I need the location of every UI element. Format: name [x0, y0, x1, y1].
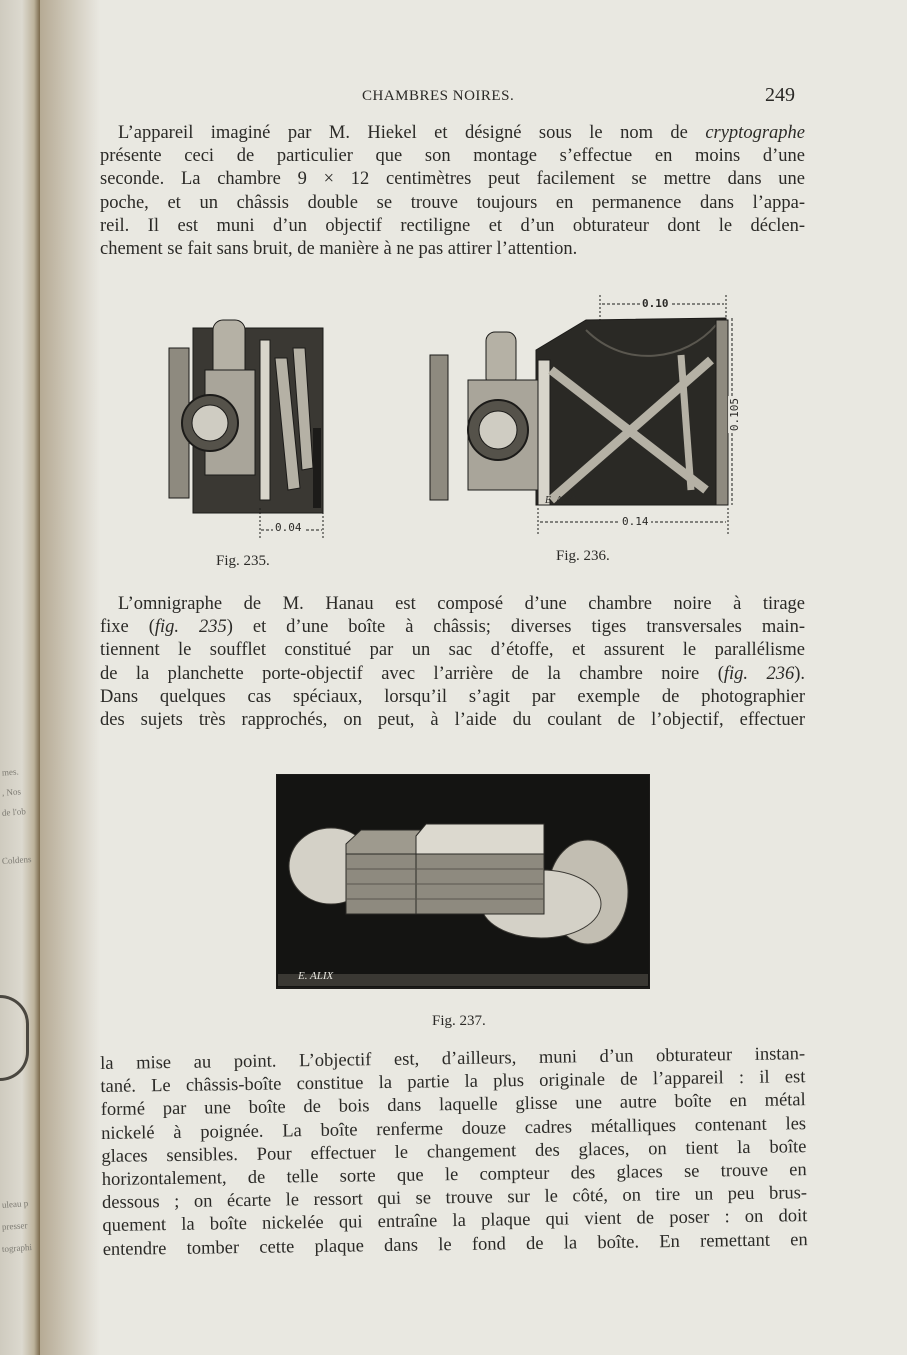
page-number: 249: [765, 84, 795, 106]
figure-236-camera-engraving: [426, 290, 746, 540]
text-line: [100, 663, 805, 686]
text-line: [100, 122, 805, 145]
book-page: [40, 0, 907, 1355]
running-title: CHAMBRES NOIRES.: [362, 88, 515, 104]
engraver-signature: E. ALIX: [545, 495, 578, 506]
engraver-signature: E. ALIX: [298, 970, 334, 982]
text-run: de la planchette porte-objectif avec l’arrière de la chambre noire (: [100, 663, 724, 684]
figure-237-chassis-box-engraving: [276, 774, 650, 990]
text-line: nickelé à poignée. La boîte renferme douze cadres métalliques contenant les: [100, 1113, 807, 1144]
facing-page-text: de l'ob: [1, 806, 27, 818]
facing-page-edge: [0, 0, 40, 1355]
text-line: quement la boîte nickelée qui entraîne la plaque qui vient de poser : on doit: [102, 1206, 808, 1237]
facing-page-text: uleau p: [1, 1198, 29, 1210]
text-line: dessous ; on écarte le ressort qui se trouve sur le côté, on tire un peu brus-: [101, 1183, 808, 1214]
facing-page-text: tographi: [1, 1241, 33, 1255]
text-line: entendre tomber cette plaque dans le fond de la boîte. En remettant en: [102, 1229, 808, 1260]
text-run: ).: [794, 663, 805, 684]
text-line: poche, et un châssis double se trouve toujours en permanence dans l’appa-: [100, 192, 805, 213]
facing-page-text: Coldens: [1, 853, 32, 867]
figure-235-camera-engraving: [165, 318, 330, 543]
facing-page-illustration: [0, 995, 29, 1081]
text-run: ) et d’une boîte à châssis; diverses tiges transversales main-: [226, 617, 805, 638]
figure-caption: Fig. 237.: [432, 1013, 486, 1029]
figure-caption: Fig. 235.: [216, 553, 270, 569]
text-run: fixe (: [100, 617, 155, 638]
facing-page-text: mes.: [1, 766, 20, 778]
text-line: la mise au point. L’objectif est, d’ailleurs, muni d’un obturateur instan-: [100, 1044, 806, 1074]
dimension-label: 0.10: [642, 297, 669, 310]
text-line: glaces sensibles. Pour effectuer le changement des glaces, on tient la boîte: [101, 1136, 807, 1167]
paragraph-chassis-boite: [100, 1043, 808, 1262]
text-line: horizontalement, de telle sorte que le compteur des glaces se trouve en: [101, 1160, 807, 1191]
text-line: présente ceci de particulier que son montage s’effectue en moins d’une: [100, 146, 805, 167]
facing-page-text: presser: [1, 1220, 28, 1232]
text-run: L’appareil imaginé par M. Hiekel et désigné sous le nom de: [118, 123, 706, 143]
text-line: tané. Le châssis-boîte constitue la partie la plus originale de l’appareil : il est: [100, 1067, 806, 1098]
text-line: chement se fait sans bruit, de manière à ne pas attirer l’attention.: [100, 239, 578, 260]
dimension-label: 0.105: [728, 397, 742, 432]
text-line: L’omnigraphe de M. Hanau est composé d’une chambre noire à tirage: [118, 594, 805, 614]
paragraph-omnigraphe: [100, 593, 805, 732]
text-line: [100, 616, 805, 639]
text-line: seconde. La chambre 9 × 12 centimètres peut facilement se mettre dans une: [100, 169, 805, 190]
figure-reference: fig. 235: [154, 617, 227, 638]
paragraph-cryptographe: [100, 122, 805, 261]
text-line: formé par une boîte de bois dans laquelle glisse une autre boîte en métal: [100, 1090, 806, 1121]
text-line: Dans quelques cas spéciaux, lorsqu’il s’agit par exemple de photographier: [100, 686, 805, 707]
text-line: tiennent le soufflet constitué par un sac d’étoffe, et assurent le parallélisme: [100, 640, 805, 661]
text-line: reil. Il est muni d’un objectif rectiligne et d’un obturateur dont le déclen-: [100, 215, 805, 236]
facing-page-text: , Nos: [1, 786, 22, 798]
figure-caption: Fig. 236.: [556, 548, 610, 564]
dimension-label: 0.14: [622, 515, 649, 528]
dimension-label: 0.04: [275, 521, 302, 534]
figure-reference: fig. 236: [723, 663, 795, 684]
text-line: des sujets très rapprochés, on peut, à l’aide du coulant de l’objectif, effectuer: [100, 710, 805, 731]
italic-term: cryptographe: [705, 123, 805, 143]
